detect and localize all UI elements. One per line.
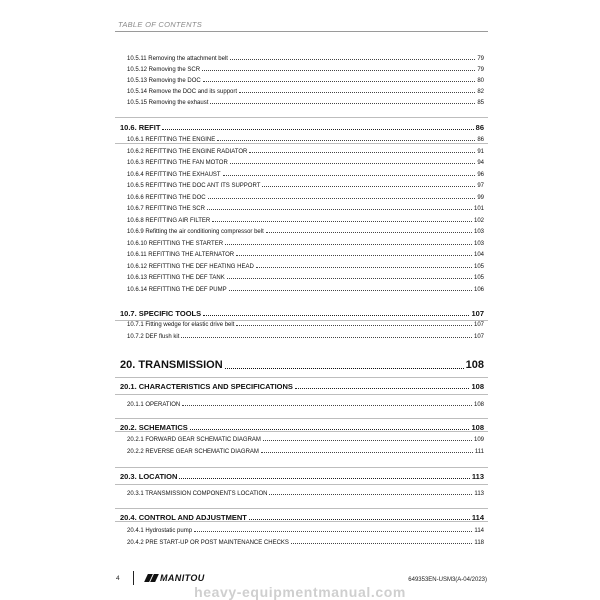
toc-entry-page: 103: [473, 229, 484, 235]
toc-entry-page: 108: [465, 359, 484, 371]
toc-entry-title: 10.6.12 REFITTING THE DEF HEATING HEAD: [127, 264, 254, 270]
toc-entry-page: 114: [471, 513, 484, 522]
toc-entry-page: 94: [477, 160, 484, 166]
page-header-title: TABLE OF CONTENTS: [118, 20, 202, 29]
toc-entry-page: 79: [477, 56, 484, 62]
dot-leader: [261, 452, 473, 453]
toc-entry-title: 10.6.4 REFITTING THE EXHAUST: [127, 172, 221, 178]
toc-entry-title: 20.4. CONTROL AND ADJUSTMENT: [120, 513, 247, 522]
toc-entry-page: 114: [474, 528, 484, 534]
toc-entry-page: 108: [471, 423, 484, 432]
toc-section[interactable]: [120, 424, 484, 432]
toc-entry-page: 106: [473, 287, 484, 293]
toc-entry-page: 118: [474, 540, 484, 546]
toc-entry-page: 107: [471, 309, 484, 318]
toc-entry[interactable]: [127, 402, 484, 408]
toc-entry[interactable]: [127, 149, 484, 155]
dot-leader: [266, 232, 472, 233]
toc-entry-page: 85: [477, 100, 484, 106]
dot-leader: [217, 140, 475, 141]
section-divider: [115, 484, 488, 485]
toc-entry-title: 20.3. LOCATION: [120, 472, 178, 481]
toc-entry-title: 10.5.13 Removing the DOC: [127, 78, 201, 84]
section-divider: [115, 377, 488, 378]
toc-entry-page: 104: [473, 252, 484, 258]
toc-entry[interactable]: [127, 172, 484, 178]
dot-leader: [236, 325, 472, 326]
toc-entry-title: 10.6.9 Refitting the air conditioning compressor belt: [127, 229, 264, 235]
section-divider: [115, 508, 488, 509]
toc-entry-title: 10.5.11 Removing the attachment belt: [127, 56, 228, 62]
toc-entry[interactable]: [127, 252, 484, 258]
toc-entry-page: 96: [477, 172, 484, 178]
toc-entry-title: 10.6.7 REFITTING THE SCR: [127, 206, 205, 212]
dot-leader: [225, 244, 472, 245]
dot-leader: [227, 278, 472, 279]
toc-entry-title: 20.1.1 OPERATION: [127, 402, 181, 408]
footer-divider: [133, 571, 134, 585]
toc-entry-title: 20.1. CHARACTERISTICS AND SPECIFICATIONS: [120, 382, 293, 391]
toc-entry[interactable]: [127, 137, 484, 143]
toc-entry-page: 97: [477, 183, 484, 189]
toc-entry-page: 107: [473, 334, 484, 340]
toc-entry[interactable]: [127, 334, 484, 340]
dot-leader: [181, 337, 472, 338]
toc-entry[interactable]: [127, 540, 484, 546]
toc-entry[interactable]: [127, 449, 484, 455]
toc-entry[interactable]: [127, 78, 484, 84]
toc-entry-title: 10.6.6 REFITTING THE DOC: [127, 195, 206, 201]
toc-entry-title: 10.5.15 Removing the exhaust: [127, 100, 209, 106]
toc-entry-title: 10.6.1 REFITTING THE ENGINE: [127, 137, 216, 143]
toc-entry[interactable]: [127, 100, 484, 106]
toc-entry-title: 10.6.3 REFITTING THE FAN MOTOR: [127, 160, 228, 166]
section-divider: [115, 143, 488, 144]
footer-page-number: 4: [116, 575, 120, 582]
section-divider: [115, 320, 488, 321]
section-divider: [115, 394, 488, 395]
manitou-logo-icon: [145, 574, 157, 582]
toc-entry-page: 101: [473, 206, 484, 212]
dot-leader: [263, 440, 472, 441]
toc-entry-page: 105: [473, 264, 484, 270]
dot-leader: [295, 388, 470, 389]
dot-leader: [202, 70, 475, 71]
toc-entry[interactable]: [127, 183, 484, 189]
toc-chapter[interactable]: [120, 360, 484, 371]
dot-leader: [249, 519, 470, 520]
section-divider: [115, 467, 488, 468]
toc-entry[interactable]: [127, 229, 484, 235]
dot-leader: [207, 209, 472, 210]
dot-leader: [210, 103, 475, 104]
dot-leader: [225, 368, 464, 369]
manitou-logo: [145, 573, 205, 583]
toc-entry-title: 20.2.1 FORWARD GEAR SCHEMATIC DIAGRAM: [127, 437, 261, 443]
toc-entry-title: 10.6.11 REFITTING THE ALTERNATOR: [127, 252, 235, 258]
dot-leader: [230, 59, 475, 60]
toc-entry-title: 10.6.10 REFITTING THE STARTER: [127, 241, 224, 247]
toc-entry-page: 111: [474, 449, 484, 455]
toc-entry-page: 113: [471, 472, 484, 481]
toc-section[interactable]: [120, 310, 484, 318]
dot-leader: [256, 267, 472, 268]
dot-leader: [203, 81, 476, 82]
dot-leader: [239, 92, 475, 93]
toc-section[interactable]: [120, 473, 484, 481]
dot-leader: [249, 152, 475, 153]
dot-leader: [194, 531, 472, 532]
toc-entry-page: 105: [473, 275, 484, 281]
toc-entry-page: 108: [473, 402, 484, 408]
toc-entry-page: 86: [475, 123, 484, 132]
toc-entry-page: 79: [477, 67, 484, 73]
brand-name: MANITOU: [160, 573, 205, 583]
dot-leader: [262, 186, 475, 187]
toc-entry[interactable]: [127, 195, 484, 201]
toc-section[interactable]: [120, 383, 484, 391]
toc-section[interactable]: [120, 124, 484, 132]
toc-entry[interactable]: [127, 89, 484, 95]
dot-leader: [162, 129, 473, 130]
toc-entry[interactable]: [127, 67, 484, 73]
toc-entry[interactable]: [127, 206, 484, 212]
dot-leader: [182, 405, 472, 406]
toc-entry-title: 20.4.2 PRE START-UP OR POST MAINTENANCE CHECKS: [127, 540, 289, 546]
toc-entry-title: 10.6.14 REFITTING THE DEF PUMP: [127, 287, 227, 293]
dot-leader: [236, 255, 472, 256]
toc-entry-title: 10.6.8 REFITTING AIR FILTER: [127, 218, 211, 224]
toc-entry-title: 10.6.5 REFITTING THE DOC ANT ITS SUPPORT: [127, 183, 261, 189]
toc-entry-page: 109: [473, 437, 484, 443]
toc-entry-page: 91: [477, 149, 484, 155]
toc-entry-title: 10.6.2 REFITTING THE ENGINE RADIATOR: [127, 149, 248, 155]
toc-entry[interactable]: [127, 287, 484, 293]
dot-leader: [203, 315, 469, 316]
toc-entry[interactable]: [127, 218, 484, 224]
toc-entry-page: 107: [473, 322, 484, 328]
toc-entry-title: 10.7. SPECIFIC TOOLS: [120, 309, 202, 318]
toc-entry-page: 86: [477, 137, 484, 143]
dot-leader: [223, 175, 476, 176]
toc-entry-page: 108: [471, 382, 484, 391]
toc-entry[interactable]: [127, 322, 484, 328]
toc-entry[interactable]: [127, 528, 484, 534]
toc-entry[interactable]: [127, 56, 484, 62]
toc-section[interactable]: [120, 514, 484, 522]
toc-entry[interactable]: [127, 437, 484, 443]
toc-entry-title: 10.7.2 DEF flush kit: [127, 334, 180, 340]
toc-entry-page: 99: [477, 195, 484, 201]
toc-entry-page: 103: [473, 241, 484, 247]
watermark: heavy-equipmentmanual.com: [194, 584, 406, 600]
toc-entry-title: 10.6. REFIT: [120, 123, 161, 132]
toc-entry-title: 20.2.2 REVERSE GEAR SCHEMATIC DIAGRAM: [127, 449, 259, 455]
document-reference: 649353EN-USM3(A-04/2023): [408, 577, 487, 583]
toc-entry-title: 20.3.1 TRANSMISSION COMPONENTS LOCATION: [127, 491, 268, 497]
section-divider: [115, 117, 488, 118]
toc-entry[interactable]: [127, 241, 484, 247]
dot-leader: [179, 478, 470, 479]
toc-entry-page: 80: [477, 78, 484, 84]
dot-leader: [212, 221, 472, 222]
toc-entry-title: 20.4.1 Hydrostatic pump: [127, 528, 193, 534]
toc-entry[interactable]: [127, 491, 484, 497]
dot-leader: [208, 198, 476, 199]
dot-leader: [269, 494, 472, 495]
toc-entry-page: 102: [473, 218, 484, 224]
toc-entry-title: 10.6.13 REFITTING THE DEF TANK: [127, 275, 225, 281]
toc-entry-title: 10.7.1 Fitting wedge for elastic drive belt: [127, 322, 235, 328]
toc-entry[interactable]: [127, 160, 484, 166]
toc-entry[interactable]: [127, 275, 484, 281]
toc-entry-title: 20.2. SCHEMATICS: [120, 423, 188, 432]
dot-leader: [229, 290, 472, 291]
section-divider: [115, 418, 488, 419]
dot-leader: [230, 163, 476, 164]
toc-entry-title: 20. TRANSMISSION: [120, 359, 223, 371]
toc-entry-page: 82: [477, 89, 484, 95]
toc-entry-title: 10.5.12 Removing the SCR: [127, 67, 201, 73]
toc-entry-page: 113: [474, 491, 484, 497]
toc-entry[interactable]: [127, 264, 484, 270]
dot-leader: [190, 429, 470, 430]
dot-leader: [291, 543, 472, 544]
toc-entry-title: 10.5.14 Remove the DOC and its support: [127, 89, 238, 95]
